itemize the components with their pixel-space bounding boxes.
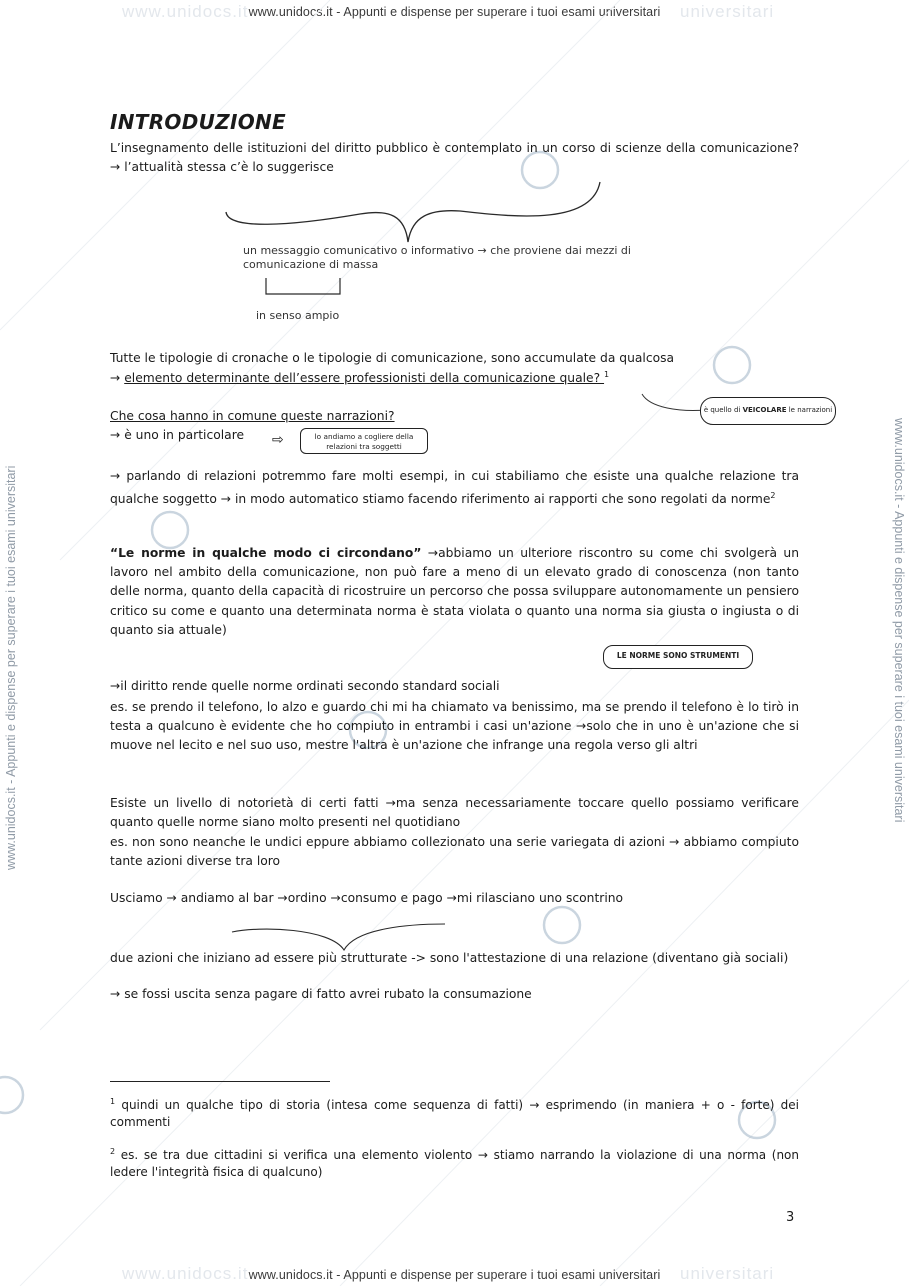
watermark-side-right: www.unidocs.it - Appunti e dispense per superare i tuoi esami universitari <box>892 418 906 823</box>
footnote-ref: 1 <box>604 370 610 379</box>
bubble-relazioni: lo andiamo a cogliere della relazioni tra soggetti <box>300 428 428 454</box>
paragraph-intro: L’insegnamento delle istituzioni del diritto pubblico è contemplato in un corso di scienze della comunicazione? → l’attualità stessa c’è lo suggerisce <box>110 141 799 175</box>
paragraph-bar: Usciamo → andiamo al bar →ordino →consumo e pago →mi rilasciano uno scontrino <box>110 891 624 905</box>
page-title: INTRODUZIONE <box>110 110 287 134</box>
page-number: 3 <box>786 1210 795 1225</box>
bold-quote: “Le norme in qualche modo ci circondano” <box>110 546 422 560</box>
question-heading: Che cosa hanno in comune queste narrazioni? <box>110 409 395 423</box>
watermark-ghost-left-bottom: www.unidocs.it <box>122 1264 249 1283</box>
arrow-right-icon: ⇨ <box>272 432 284 448</box>
paragraph-tipologie: Tutte le tipologie di cronache o le tipologie di comunicazione, sono accumulate da qualcosa <box>110 351 675 365</box>
footnote-2: $^2$ es. se tra due cittadini si verifica una elemento violento → stiamo narrando la violazione di una norma (non ledere l'integrità fisica di qualcuno) <box>110 1147 799 1179</box>
footnote-1: $^1$ quindi un qualche tipo di storia (intesa come sequenza di fatti) → esprimendo (in maniera + o - forte) dei commenti <box>110 1097 799 1129</box>
watermark-footer: www.unidocs.it - Appunti e dispense per superare i tuoi esami universitari <box>248 1268 661 1282</box>
brace-note-sub: in senso ampio <box>256 309 340 322</box>
paragraph-norme: “Le norme in qualche modo ci circondano” →abbiamo un ulteriore riscontro su come chi svolgerà un lavoro nel ambito della comunicazione, non può fare a meno di un elevato grado di conoscenza (non tanto delle norma, quanto della capacità di ricostruire un percorso che possa sviluppare autonomamente un pensiero critico su come e quanto una determinata norma è stata violata o quanto una norma sia giusta o ingiusta o di quanto sia attuale) <box>110 546 800 637</box>
brace-note-line2: comunicazione di massa <box>243 258 379 271</box>
paragraph-diritto: →il diritto rende quelle norme ordinati secondo standard sociali <box>110 679 500 693</box>
watermark-ghost-right: universitari <box>680 2 775 21</box>
paragraph-relazioni: → parlando di relazioni potremmo fare molti esempi, in cui stabiliamo che esiste una qualche relazione tra qualche soggetto → in modo automatico stiamo facendo riferimento ai rapporti che sono regolati da norme$^2$ <box>110 469 799 507</box>
paragraph-tipologie-q <box>110 370 609 385</box>
bubble-strumenti: LE NORME SONO STRUMENTI <box>603 645 753 669</box>
watermark-ghost-right-bottom: universitari <box>680 1264 775 1283</box>
paragraph-notorieta: Esiste un livello di notorietà di certi fatti →ma senza necessariamente toccare quello possiamo verificare quanto quelle norme siano molto presenti nel quotidiano <box>110 796 799 830</box>
question-line: → è uno in particolare <box>110 428 245 442</box>
watermark-ghost-left: www.unidocs.it <box>122 2 249 21</box>
watermark-header: www.unidocs.it - Appunti e dispense per superare i tuoi esami universitari <box>248 5 661 19</box>
bubble-veicolare: è quello di VEICOLARE le narrazioni <box>700 397 836 425</box>
brace-note-line1: un messaggio comunicativo o informativo → che proviene dai mezzi di <box>243 244 631 257</box>
paragraph-due-azioni: due azioni che iniziano ad essere più strutturate -> sono l'attestazione di una relazione (diventano già sociali) <box>110 951 789 965</box>
paragraph-esempio-telefono: es. se prendo il telefono, lo alzo e guardo chi mi ha chiamato va benissimo, ma se prendo il telefono è lo tirò in testa a qualcuno è evidente che ho compiuto in entrambi i casi un'azione →solo che in uno è un'azione che si muove nel lecito e nel suo uso, mestre l'altra è un'azione che infrange una regola verso gli altri <box>110 700 799 753</box>
watermark-side-left: www.unidocs.it - Appunti e dispense per superare i tuoi esami universitari <box>4 465 18 870</box>
footnote-separator <box>110 1081 330 1082</box>
paragraph-azioni: es. non sono neanche le undici eppure abbiamo collezionato una serie variegata di azioni → abbiamo compiuto tante azioni diverse tra loro <box>110 835 799 869</box>
underlined-question: elemento determinante dell’essere professionisti della comunicazione quale? <box>124 371 605 386</box>
arrow-glyph: → <box>110 371 125 386</box>
curly-brace-sketch <box>220 176 610 296</box>
paragraph-consumazione: → se fossi uscita senza pagare di fatto avrei rubato la consumazione <box>110 987 532 1001</box>
